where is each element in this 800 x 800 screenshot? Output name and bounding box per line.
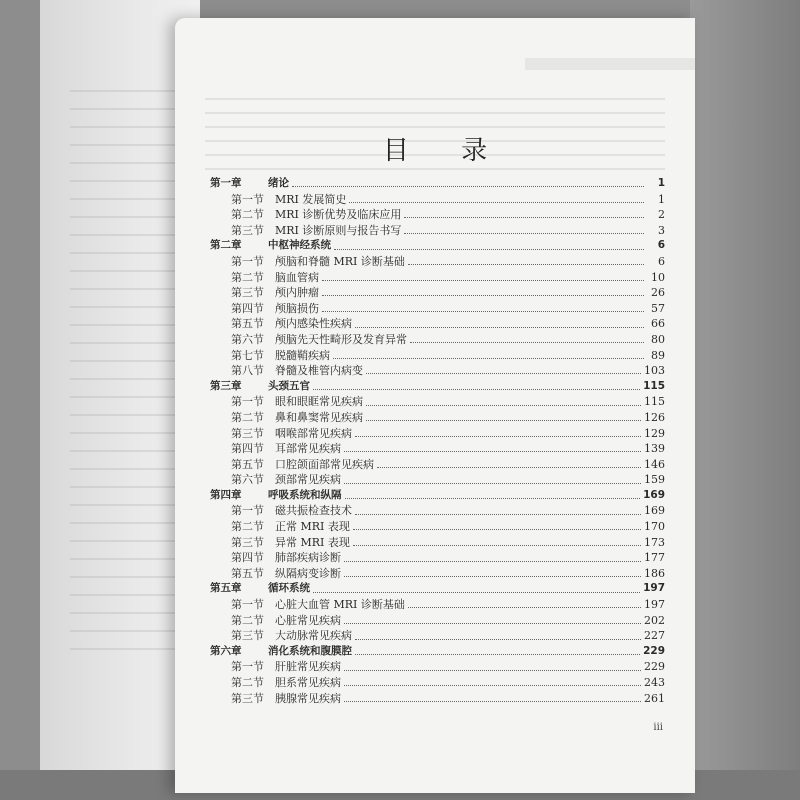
entry-number: 第三章 — [210, 379, 242, 392]
entry-number: 第三节 — [231, 286, 264, 300]
dot-leader — [366, 405, 641, 406]
dot-leader — [344, 561, 641, 562]
entry-number: 第七节 — [231, 348, 264, 362]
entry-number: 第三节 — [231, 223, 264, 237]
entry-title: 颈部常见疾病 — [275, 473, 341, 487]
entry-title: 循环系统 — [268, 582, 310, 595]
toc-section-entry — [210, 675, 665, 691]
entry-page-number: 10 — [651, 270, 665, 284]
entry-title: 正常 MRI 表现 — [275, 520, 350, 534]
entry-number: 第五节 — [231, 566, 264, 580]
dot-leader — [345, 498, 641, 499]
entry-title: 呼吸系统和纵隔 — [268, 488, 342, 501]
running-header-bar — [525, 58, 695, 70]
toc-section-entry — [210, 441, 665, 457]
toc-section-entry — [210, 659, 665, 675]
dot-leader — [322, 295, 644, 296]
toc-chapter-entry — [210, 644, 665, 660]
dot-leader — [344, 685, 641, 686]
entry-page-number: 129 — [644, 426, 665, 440]
entry-number: 第二节 — [231, 208, 264, 222]
entry-title: 耳部常见疾病 — [275, 442, 341, 456]
dot-leader — [344, 483, 641, 484]
entry-number: 第二节 — [231, 270, 264, 284]
entry-page-number: 186 — [644, 566, 665, 580]
toc-section-entry — [210, 316, 665, 332]
toc-section-entry — [210, 628, 665, 644]
dot-leader — [333, 358, 644, 359]
entry-title: 颅脑损伤 — [275, 301, 319, 315]
dot-leader — [408, 607, 641, 608]
dot-leader — [313, 592, 640, 593]
dot-leader — [344, 701, 641, 702]
entry-title: 心脏大血管 MRI 诊断基础 — [275, 598, 405, 612]
entry-number: 第一节 — [231, 192, 264, 206]
toc-chapter-entry — [210, 581, 665, 597]
entry-page-number: 197 — [644, 598, 665, 612]
entry-number: 第六节 — [231, 473, 264, 487]
toc-chapter-entry — [210, 176, 665, 192]
page-number: iii — [653, 722, 663, 733]
entry-number: 第一节 — [231, 254, 264, 268]
toc-section-entry — [210, 566, 665, 582]
entry-page-number: 243 — [644, 676, 665, 689]
toc-section-entry — [210, 348, 665, 364]
entry-page-number: 169 — [644, 504, 665, 518]
entry-page-number: 57 — [651, 301, 665, 315]
entry-number: 第五节 — [231, 317, 264, 331]
entry-number: 第二章 — [210, 239, 242, 252]
dot-leader — [292, 186, 644, 187]
background-surface — [690, 0, 800, 800]
entry-page-number: 126 — [644, 410, 665, 424]
dot-leader — [404, 233, 644, 234]
entry-number: 第六章 — [210, 644, 242, 657]
entry-page-number: 3 — [658, 223, 665, 237]
toc-section-entry — [210, 691, 665, 707]
entry-title: MRI 发展简史 — [275, 192, 347, 206]
dot-leader — [410, 342, 644, 343]
dot-leader — [404, 217, 644, 218]
dot-leader — [366, 373, 641, 374]
toc-section-entry — [210, 535, 665, 551]
dot-leader — [408, 264, 644, 265]
toc-chapter-entry — [210, 379, 665, 395]
entry-number: 第三节 — [231, 426, 264, 440]
toc-section-entry — [210, 301, 665, 317]
dot-leader — [355, 327, 644, 328]
entry-number: 第六节 — [231, 332, 264, 346]
entry-title: 异常 MRI 表现 — [275, 535, 350, 549]
toc-section-entry — [210, 192, 665, 208]
entry-title: 胆系常见疾病 — [275, 676, 341, 689]
dot-leader — [355, 639, 641, 640]
toc-chapter-entry — [210, 488, 665, 504]
entry-number: 第二节 — [231, 410, 264, 424]
entry-title: 磁共振检查技术 — [275, 504, 352, 518]
entry-number: 第三节 — [231, 691, 264, 705]
dot-leader — [377, 467, 641, 468]
entry-number: 第二节 — [231, 676, 264, 689]
entry-page-number: 202 — [644, 613, 665, 627]
entry-number: 第五节 — [231, 457, 264, 471]
dot-leader — [313, 389, 640, 390]
entry-page-number: 146 — [644, 457, 665, 471]
entry-number: 第一节 — [231, 598, 264, 612]
entry-number: 第二节 — [231, 613, 264, 627]
dot-leader — [366, 420, 641, 421]
entry-title: 绪论 — [268, 177, 289, 189]
toc-section-entry — [210, 254, 665, 270]
entry-title: MRI 诊断原则与报告书写 — [275, 223, 402, 237]
entry-page-number: 261 — [644, 691, 665, 705]
entry-number: 第四章 — [210, 488, 242, 501]
entry-page-number: 227 — [644, 629, 665, 643]
dot-leader — [355, 436, 641, 437]
entry-page-number: 103 — [644, 364, 665, 378]
dot-leader — [344, 623, 641, 624]
entry-number: 第四节 — [231, 301, 264, 315]
entry-number: 第三节 — [231, 629, 264, 643]
dot-leader — [322, 311, 644, 312]
toc-section-entry — [210, 207, 665, 223]
toc-section-entry — [210, 410, 665, 426]
toc-section-entry — [210, 613, 665, 629]
entry-title: 口腔颌面部常见疾病 — [275, 457, 374, 471]
entry-page-number: 159 — [644, 473, 665, 487]
dot-leader — [353, 529, 641, 530]
entry-title: 胰腺常见疾病 — [275, 691, 341, 705]
entry-title: MRI 诊断优势及临床应用 — [275, 208, 402, 222]
entry-number: 第一节 — [231, 660, 264, 674]
entry-page-number: 229 — [644, 660, 665, 674]
table-of-contents — [210, 176, 665, 706]
dot-leader — [344, 451, 641, 452]
toc-section-entry — [210, 270, 665, 286]
entry-page-number: 139 — [644, 442, 665, 456]
toc-section-entry — [210, 503, 665, 519]
entry-title: 肺部疾病诊断 — [275, 551, 341, 565]
entry-page-number: 26 — [651, 286, 665, 300]
dot-leader — [355, 514, 641, 515]
entry-number: 第一节 — [231, 395, 264, 409]
entry-number: 第二节 — [231, 520, 264, 534]
book-page — [175, 18, 695, 793]
entry-page-number: 169 — [643, 488, 665, 501]
toc-section-entry — [210, 285, 665, 301]
entry-page-number: 1 — [658, 192, 665, 206]
entry-title: 鼻和鼻窦常见疾病 — [275, 410, 363, 424]
entry-page-number: 1 — [657, 177, 665, 189]
entry-number: 第四节 — [231, 551, 264, 565]
entry-title: 纵隔病变诊断 — [275, 566, 341, 580]
entry-title: 颅脑先天性畸形及发育异常 — [275, 332, 407, 346]
entry-page-number: 115 — [644, 395, 665, 409]
entry-title: 颅内感染性疾病 — [275, 317, 352, 331]
dot-leader — [344, 576, 641, 577]
show-through-text — [70, 90, 190, 650]
entry-number: 第八节 — [231, 364, 264, 378]
toc-section-entry — [210, 457, 665, 473]
dot-leader — [355, 654, 640, 655]
entry-page-number: 6 — [658, 254, 665, 268]
toc-section-entry — [210, 426, 665, 442]
entry-page-number: 197 — [643, 582, 665, 595]
entry-page-number: 229 — [643, 644, 665, 657]
toc-section-entry — [210, 223, 665, 239]
entry-title: 脱髓鞘疾病 — [275, 348, 330, 362]
toc-section-entry — [210, 519, 665, 535]
entry-page-number: 170 — [644, 520, 665, 534]
dot-leader — [353, 545, 641, 546]
entry-page-number: 177 — [644, 551, 665, 565]
toc-section-entry — [210, 332, 665, 348]
entry-title: 颅内肿瘤 — [275, 286, 319, 300]
entry-page-number: 89 — [651, 348, 665, 362]
entry-title: 脊髓及椎管内病变 — [275, 364, 363, 378]
entry-number: 第四节 — [231, 442, 264, 456]
toc-title: 目 录 — [382, 136, 510, 166]
entry-number: 第三节 — [231, 535, 264, 549]
entry-title: 脑血管病 — [275, 270, 319, 284]
toc-section-entry — [210, 394, 665, 410]
entry-page-number: 80 — [651, 332, 665, 346]
dot-leader — [349, 202, 644, 203]
entry-page-number: 66 — [651, 317, 665, 331]
entry-number: 第五章 — [210, 582, 242, 595]
entry-page-number: 6 — [657, 239, 665, 252]
toc-section-entry — [210, 550, 665, 566]
entry-number: 第一节 — [231, 504, 264, 518]
entry-title: 咽喉部常见疾病 — [275, 426, 352, 440]
entry-title: 中枢神经系统 — [268, 239, 331, 252]
entry-page-number: 2 — [658, 208, 665, 222]
dot-leader — [334, 249, 644, 250]
entry-title: 头颈五官 — [268, 379, 310, 392]
toc-chapter-entry — [210, 238, 665, 254]
entry-title: 心脏常见疾病 — [275, 613, 341, 627]
entry-title: 肝脏常见疾病 — [275, 660, 341, 674]
dot-leader — [322, 280, 644, 281]
toc-section-entry — [210, 472, 665, 488]
toc-section-entry — [210, 363, 665, 379]
dot-leader — [344, 670, 641, 671]
entry-page-number: 173 — [644, 535, 665, 549]
entry-title: 大动脉常见疾病 — [275, 629, 352, 643]
entry-title: 颅脑和脊髓 MRI 诊断基础 — [275, 254, 405, 268]
entry-title: 消化系统和腹膜腔 — [268, 644, 352, 657]
entry-number: 第一章 — [210, 177, 242, 189]
entry-page-number: 115 — [643, 379, 665, 392]
entry-title: 眼和眼眶常见疾病 — [275, 395, 363, 409]
toc-section-entry — [210, 597, 665, 613]
